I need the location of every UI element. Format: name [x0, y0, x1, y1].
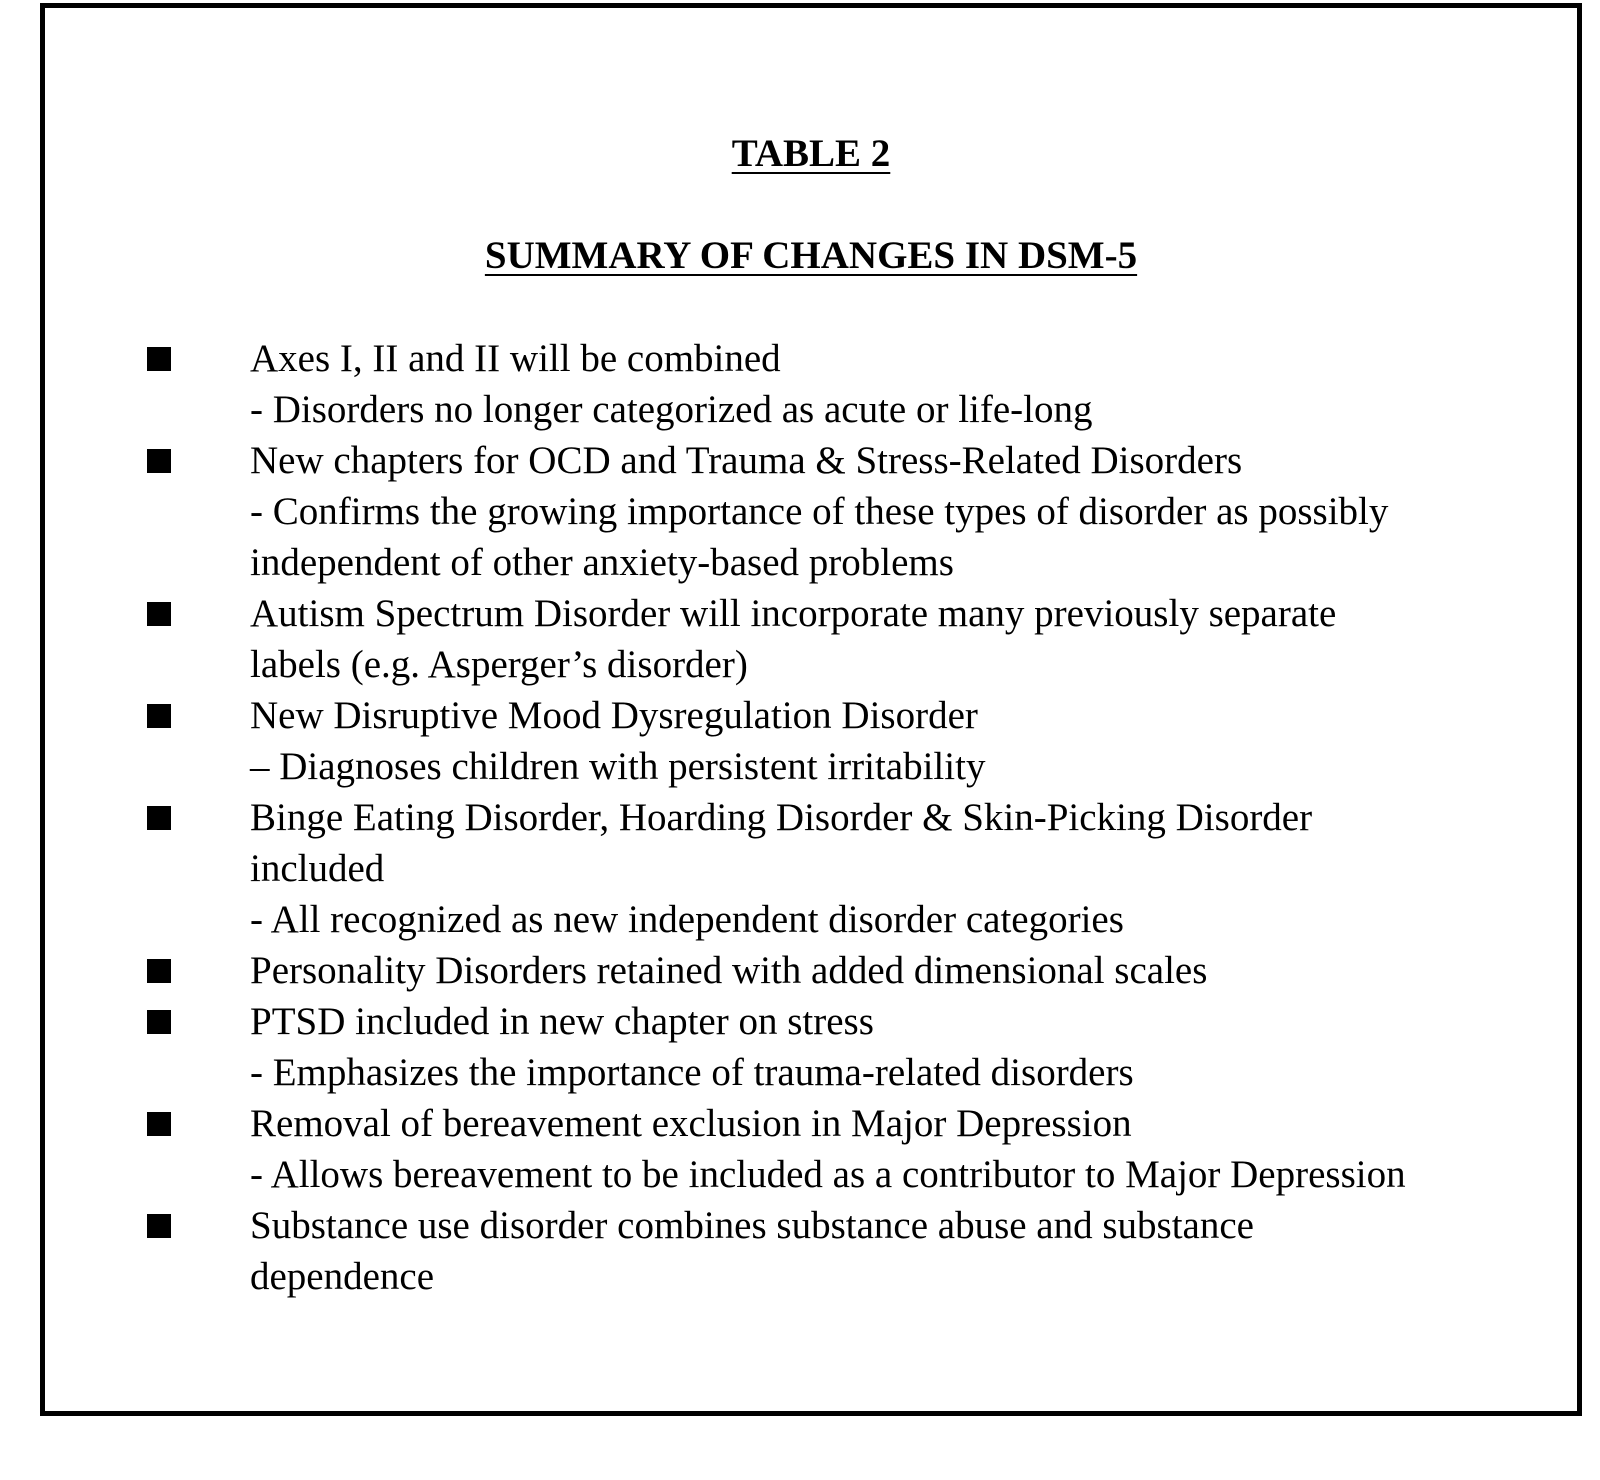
- item-line: Binge Eating Disorder, Hoarding Disorder & Skin-Picking Disorder: [250, 796, 1313, 839]
- square-bullet-icon: [147, 1010, 171, 1034]
- item-line: - Disorders no longer categorized as acute or life-long: [250, 388, 1093, 431]
- list-item: [145, 588, 1565, 690]
- item-line: - All recognized as new independent disorder categories: [250, 898, 1124, 941]
- square-bullet-icon: [147, 806, 171, 830]
- item-line: Autism Spectrum Disorder will incorporate many previously separate: [250, 592, 1337, 635]
- item-line: labels (e.g. Asperger’s disorder): [250, 643, 748, 686]
- list-item: [145, 333, 1565, 435]
- list-item: [145, 690, 1565, 792]
- list-item: [145, 996, 1565, 1098]
- item-line: New chapters for OCD and Trauma & Stress-Related Disorders: [250, 439, 1243, 482]
- list-item: [145, 1200, 1565, 1302]
- item-line: Personality Disorders retained with added dimensional scales: [250, 949, 1208, 992]
- changes-list: [145, 333, 1565, 1302]
- table-label: [45, 131, 1577, 178]
- item-line: - Emphasizes the importance of trauma-related disorders: [250, 1051, 1134, 1094]
- item-line: Removal of bereavement exclusion in Major Depression: [250, 1102, 1132, 1145]
- item-line: New Disruptive Mood Dysregulation Disorder: [250, 694, 978, 737]
- table-frame: [40, 3, 1582, 1416]
- list-item: [145, 1098, 1565, 1200]
- square-bullet-icon: [147, 347, 171, 371]
- square-bullet-icon: [147, 1112, 171, 1136]
- item-line: Substance use disorder combines substance abuse and substance: [250, 1204, 1254, 1247]
- list-item: [145, 792, 1565, 945]
- item-line: - Confirms the growing importance of these types of disorder as possibly: [250, 490, 1389, 533]
- square-bullet-icon: [147, 959, 171, 983]
- square-bullet-icon: [147, 1214, 171, 1238]
- square-bullet-icon: [147, 449, 171, 473]
- table-title: [45, 233, 1577, 280]
- item-line: included: [250, 847, 385, 890]
- item-line: independent of other anxiety-based problems: [250, 541, 954, 584]
- item-line: dependence: [250, 1255, 435, 1298]
- list-item: [145, 435, 1565, 588]
- table-label-text: TABLE 2: [731, 132, 891, 175]
- square-bullet-icon: [147, 602, 171, 626]
- table-title-text: SUMMARY OF CHANGES IN DSM-5: [484, 234, 1138, 277]
- item-line: Axes I, II and II will be combined: [250, 337, 781, 380]
- list-item: [145, 945, 1565, 996]
- item-line: PTSD included in new chapter on stress: [250, 1000, 874, 1043]
- item-line: – Diagnoses children with persistent irritability: [250, 745, 986, 788]
- square-bullet-icon: [147, 704, 171, 728]
- item-line: - Allows bereavement to be included as a contributor to Major Depression: [250, 1153, 1406, 1196]
